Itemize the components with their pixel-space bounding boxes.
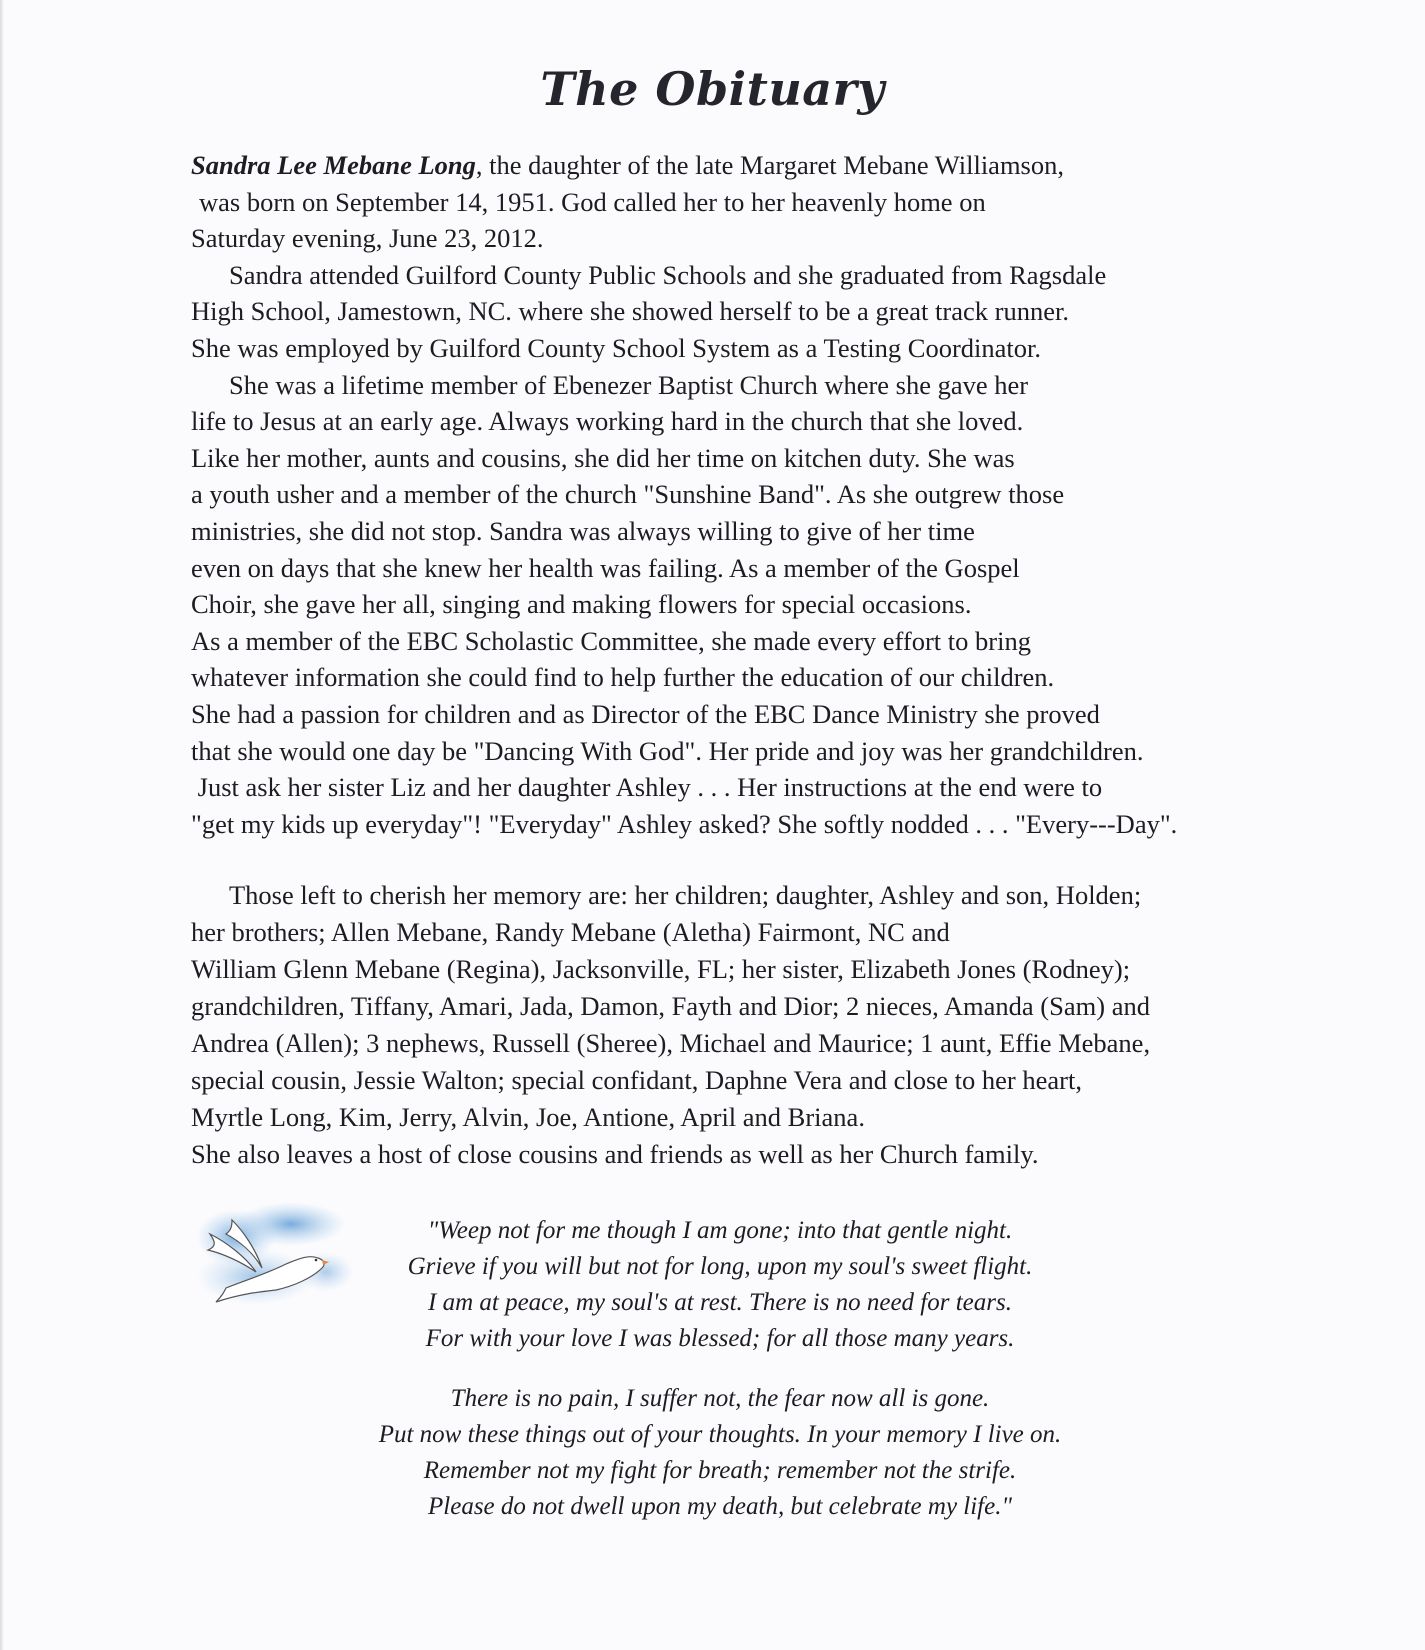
poem-stanza-1 — [340, 1213, 1100, 1357]
survivors-section — [191, 877, 1291, 1173]
paragraph-line: Like her mother, aunts and cousins, she did her time on kitchen duty. She was — [191, 442, 1015, 473]
poem-stanza-2 — [340, 1381, 1100, 1525]
intro-line-1: Sandra Lee Mebane Long, the daughter of the late Margaret Mebane Williamson, — [191, 150, 1064, 180]
paragraph-line: As a member of the EBC Scholastic Committee, she made every effort to bring — [191, 625, 1031, 656]
survivors-line: Andrea (Allen); 3 nephews, Russell (Sheree), Michael and Maurice; 1 aunt, Effie Mebane, — [191, 1028, 1151, 1058]
dove-icon — [196, 1202, 356, 1308]
scan-edge — [0, 0, 4, 1650]
poem-line: Please do not dwell upon my death, but celebrate my life." — [428, 1493, 1012, 1520]
paragraph-line: She was employed by Guilford County School System as a Testing Coordinator. — [191, 332, 1042, 363]
poem-line: I am at peace, my soul's at rest. There is no need for tears. — [428, 1289, 1012, 1316]
paragraph-line: that she would one day be "Dancing With God". Her pride and joy was her grandchildren. — [191, 735, 1144, 766]
poem-line: Remember not my fight for breath; remember not the strife. — [423, 1457, 1017, 1484]
paragraph-line: even on days that she knew her health was failing. As a member of the Gospel — [191, 552, 1020, 583]
survivors-line: special cousin, Jessie Walton; special confidant, Daphne Vera and close to her heart, — [191, 1065, 1082, 1095]
deceased-name: Sandra Lee Mebane Long — [191, 150, 476, 180]
survivors-line: William Glenn Mebane (Regina), Jacksonville, FL; her sister, Elizabeth Jones (Rodney); — [191, 954, 1131, 984]
survivors-line: her brothers; Allen Mebane, Randy Mebane (Aletha) Fairmont, NC and — [191, 917, 950, 947]
poem-line: Put now these things out of your thoughts. In your memory I live on. — [378, 1421, 1062, 1448]
paragraph-line: Just ask her sister Liz and her daughter Ashley . . . Her instructions at the end were to — [191, 772, 1103, 803]
paragraph-line: High School, Jamestown, NC. where she showed herself to be a great track runner. — [191, 296, 1069, 327]
poem — [340, 1213, 1100, 1525]
survivors-line: Those left to cherish her memory are: her children; daughter, Ashley and son, Holden; — [229, 880, 1142, 910]
paragraph-line: life to Jesus at an early age. Always working hard in the church that she loved. — [191, 406, 1024, 437]
survivors-line: Myrtle Long, Kim, Jerry, Alvin, Joe, Antione, April and Briana. — [191, 1102, 865, 1132]
paragraph-line: Sandra attended Guilford County Public Schools and she graduated from Ragsdale — [229, 259, 1107, 290]
poem-line: There is no pain, I suffer not, the fear now all is gone. — [450, 1385, 990, 1412]
obituary-body — [191, 147, 1291, 842]
paragraph-line: Choir, she gave her all, singing and making flowers for special occasions. — [191, 589, 972, 620]
paragraph-line: ministries, she did not stop. Sandra was always willing to give of her time — [191, 515, 975, 546]
survivors-line: grandchildren, Tiffany, Amari, Jada, Damon, Fayth and Dior; 2 nieces, Amanda (Sam) and — [191, 991, 1150, 1021]
poem-line: "Weep not for me though I am gone; into that gentle night. — [427, 1217, 1013, 1244]
paragraph-line: "get my kids up everyday"! "Everyday" Ashley asked? She softly nodded . . . "Every---Day". — [191, 808, 1178, 839]
intro-line-3: Saturday evening, June 23, 2012. — [191, 223, 544, 254]
paragraph-line: She had a passion for children and as Director of the EBC Dance Ministry she proved — [191, 698, 1100, 729]
page-title: The Obituary — [540, 62, 885, 116]
intro-line-2: was born on September 14, 1951. God called her to her heavenly home on — [199, 186, 986, 217]
poem-line: Grieve if you will but not for long, upon my soul's sweet flight. — [407, 1253, 1033, 1280]
poem-line: For with your love I was blessed; for all those many years. — [425, 1325, 1015, 1352]
paragraph-line: She was a lifetime member of Ebenezer Baptist Church where she gave her — [229, 369, 1029, 400]
survivors-line: She also leaves a host of close cousins and friends as well as her Church family. — [191, 1139, 1039, 1169]
paragraph-line: whatever information she could find to help further the education of our children. — [191, 662, 1055, 693]
paragraph-line: a youth usher and a member of the church "Sunshine Band". As she outgrew those — [191, 479, 1065, 510]
